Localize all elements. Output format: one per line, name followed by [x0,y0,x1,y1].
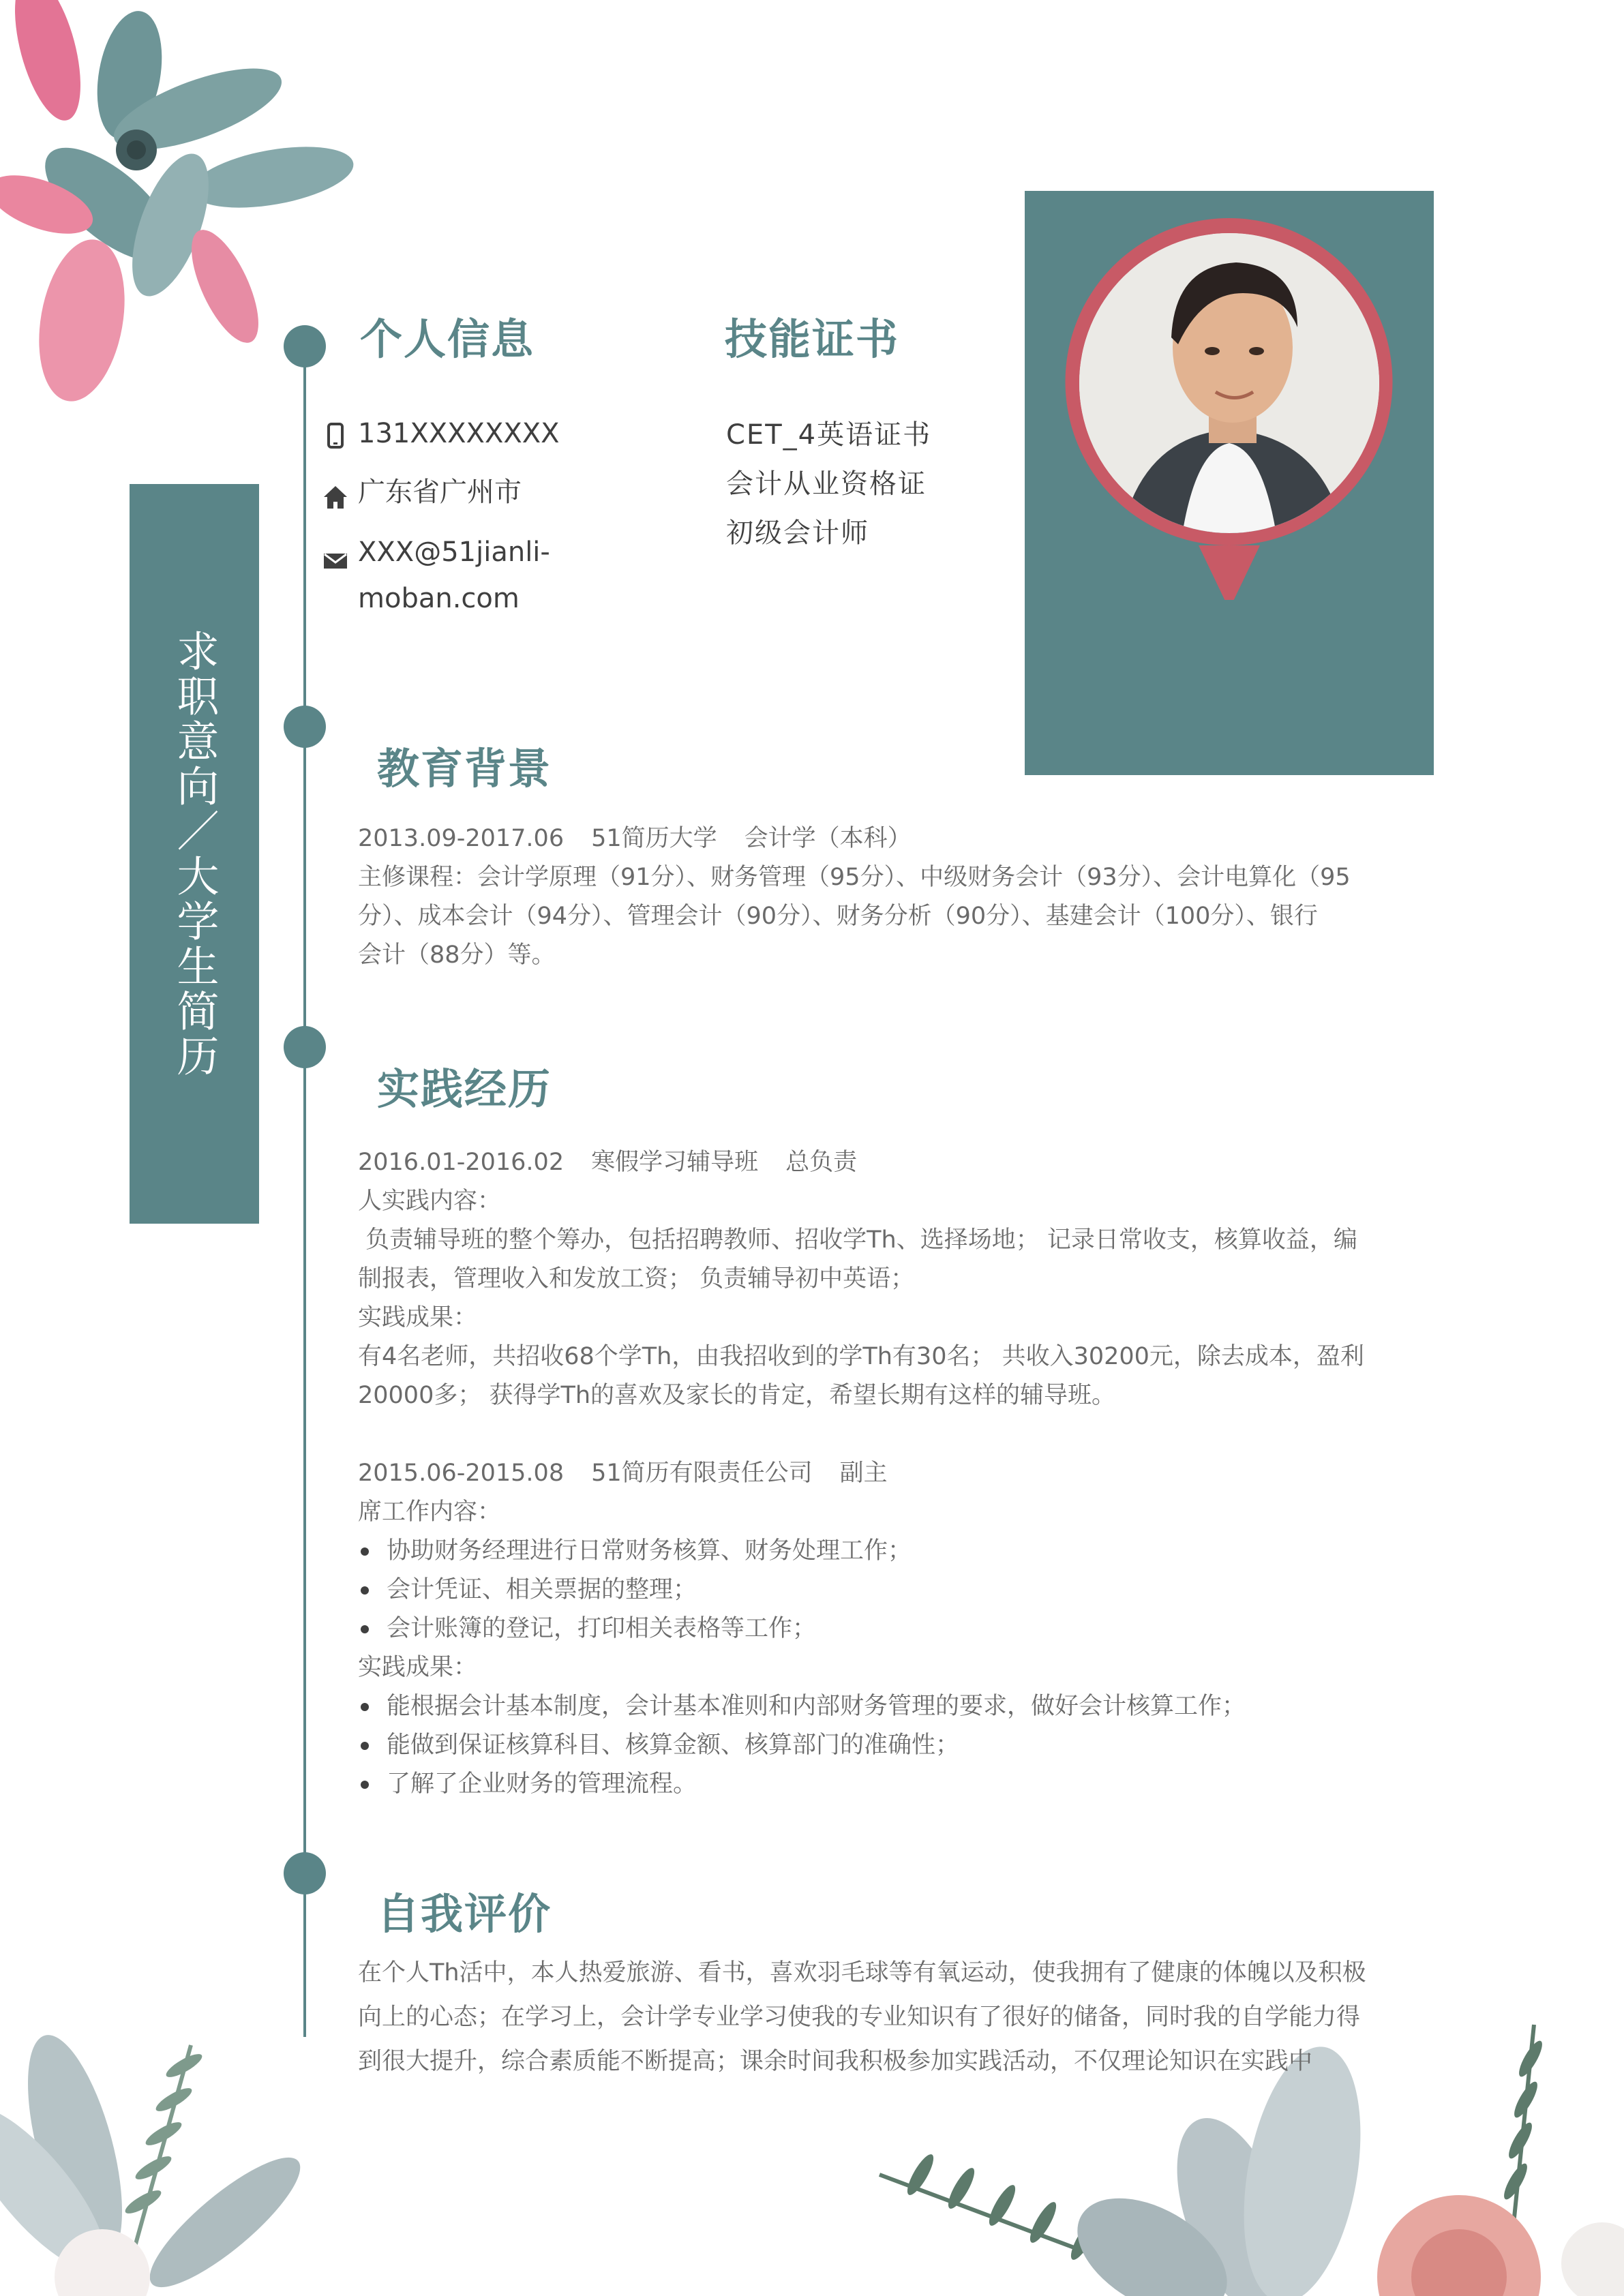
exp2-period: 2015.06-2015.08 [358,1460,565,1487]
leaf-decoration-bottom-left [0,2018,382,2296]
exp1-result-line: 有4名老师，共招收68个学Th，由我招收到的学Th有30名； 共收入30200元，除去成本，盈利 [358,1343,1364,1370]
practice-heading: 实践经历 [377,1064,552,1114]
exp1-result-label: 实践成果： [358,1304,478,1331]
email-text-line1: XXX@51jianli- [358,537,550,568]
exp2-result-item: 能根据会计基本制度，会计基本准则和内部财务管理的要求，做好会计核算工作； [358,1687,1394,1726]
exp2-org: 51简历有限责任公司 [591,1460,813,1487]
education-major: 会计学（本科） [744,825,912,852]
home-icon [322,484,348,510]
skills-heading: 技能证书 [725,314,900,364]
self-eval-heading: 自我评价 [377,1889,552,1939]
education-body [358,819,1394,975]
phone-row [358,410,560,457]
skill-item: 初级会计师 [726,517,869,549]
skill-item: CET_4英语证书 [726,419,932,451]
timeline-dot-personal [284,325,326,367]
education-heading: 教育背景 [377,744,552,794]
education-courses-line: 主修课程：会计学原理（91分）、财务管理（95分）、中级财务会计（93分）、会计电算化（95 [358,864,1351,891]
flower-decoration-top-left [0,0,355,436]
exp2-content-item: 会计账簿的登记，打印相关表格等工作； [358,1610,1394,1648]
self-eval-line: 在个人Th活中，本人热爱旅游、看书，喜欢羽毛球等有氧运动，使我拥有了健康的体魄以及积极 [358,1959,1366,1987]
location-row [358,469,522,515]
profile-photo [1025,191,1434,600]
exp2-content-label: 席工作内容： [358,1498,502,1526]
education-courses-line: 分）、成本会计（94分）、管理会计（90分）、财务分析（90分）、基建会计（100分）、银行 [358,903,1318,930]
exp2-result-item: 能做到保证核算科目、核算金额、核算部门的准确性； [358,1726,1394,1765]
exp2-content-item: 会计凭证、相关票据的整理； [358,1571,1394,1610]
phone-text: 131XXXXXXXX [358,418,560,449]
self-eval-line: 到很大提升，综合素质能不断提高；课余时间我积极参加实践活动，不仅理论知识在实践中 [358,2048,1313,2075]
exp1-content-label: 人实践内容： [358,1188,502,1215]
timeline-dot-practice [284,1026,326,1068]
job-intention-banner [130,484,259,1224]
phone-icon [322,423,348,449]
education-meta [358,819,1394,858]
location-text: 广东省广州市 [358,477,522,508]
self-eval-line: 向上的心态；在学习上，会计学专业学习使我的专业知识有了很好的储备，同时我的自学能力得 [358,2004,1361,2031]
practice-body [358,1143,1394,1804]
email-row [358,529,550,622]
job-intention-text: 求职意向／大学生简历 [170,629,220,1079]
exp1-period: 2016.01-2016.02 [358,1149,565,1176]
spacer [358,1415,1394,1454]
exp2-meta [358,1454,1394,1493]
exp1-org: 寒假学习辅导班 [591,1149,759,1176]
exp2-result-item: 了解了企业财务的管理流程。 [358,1765,1394,1804]
education-courses-line: 会计（88分）等。 [358,941,556,969]
email-text-line2: moban.com [358,583,520,614]
self-eval-body [358,1951,1394,2084]
exp1-meta [358,1143,1394,1182]
personal-info-heading: 个人信息 [360,314,535,364]
exp1-content-line: 负责辅导班的整个筹办，包括招聘教师、招收学Th、选择场地； 记录日常收支，核算收益，编 [358,1226,1357,1254]
exp2-role: 副主 [839,1460,888,1487]
exp1-result-line: 20000多； 获得学Th的喜欢及家长的肯定，希望长期有这样的辅导班。 [358,1382,1116,1409]
exp2-content-item: 协助财务经理进行日常财务核算、财务处理工作； [358,1532,1394,1571]
education-period: 2013.09-2017.06 [358,825,565,852]
timeline-dot-self-eval [284,1852,326,1894]
timeline-line [303,346,306,2037]
education-school: 51简历大学 [591,825,717,852]
exp2-result-label: 实践成果： [358,1654,478,1681]
photo-frame [1025,191,1434,775]
timeline-dot-education [284,706,326,748]
exp1-content-line: 制报表，管理收入和发放工资； 负责辅导初中英语； [358,1265,915,1293]
mail-icon [322,548,348,574]
exp1-role: 总负责 [785,1149,858,1176]
skill-item: 会计从业资格证 [726,468,927,500]
